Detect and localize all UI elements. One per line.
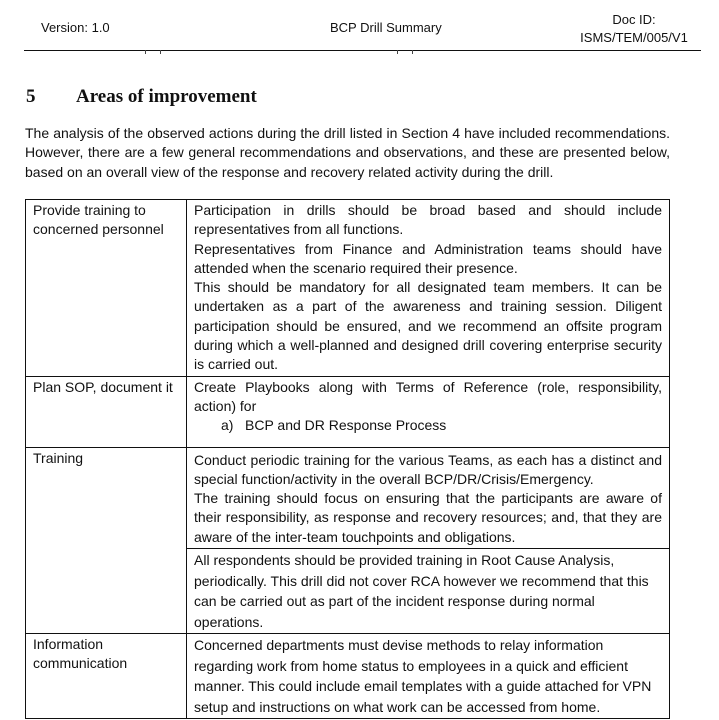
recommendation-cell: [187, 200, 670, 377]
recommendation-text: Concerned departments must devise methods to relay information regarding work from home status to employees in a quick and efficient manner. This could include email templates with a guide attached for VPN setup and instructions on what work can be accessed from home.: [194, 637, 652, 715]
list-item-text: BCP and DR Response Process: [245, 417, 447, 434]
table-row: [26, 200, 670, 377]
area-cell: Information communication: [26, 634, 187, 719]
area-cell: Provide training to concerned personnel: [26, 200, 187, 377]
header-divider-tick: [160, 50, 161, 54]
recommendation-cell: [187, 549, 670, 634]
recommendation-text: Participation in drills should be broad based and should include representatives from all functions.: [194, 202, 662, 238]
version-label: Version: 1.0: [41, 20, 110, 35]
doc-id-value: ISMS/TEM/005/V1: [580, 30, 688, 45]
intro-paragraph: The analysis of the observed actions during the drill listed in Section 4 have included recommendations. However, there are a few general recommendations and observations, and these are presented below, based on an overall view of the response and recovery related activity during the drill.: [25, 125, 670, 180]
doc-id-label: Doc ID:: [612, 12, 656, 27]
doc-id: [574, 11, 694, 47]
table-row: [26, 447, 670, 548]
area-cell: Training: [26, 447, 187, 633]
section-title: Areas of improvement: [76, 86, 257, 107]
header-divider: [24, 50, 701, 51]
list-marker: a): [221, 417, 234, 434]
recommendation-text: Representatives from Finance and Administration teams should have attended when the scenario required their presence.: [194, 240, 662, 276]
improvement-table: [25, 199, 670, 719]
table-row: [26, 376, 670, 447]
recommendation-cell: [187, 634, 670, 719]
section-heading: [26, 86, 257, 108]
recommendation-text: Create Playbooks along with Terms of Reference (role, responsibility, action) for: [194, 378, 662, 414]
header-divider-tick: [412, 50, 413, 54]
page-header: [0, 0, 719, 56]
area-cell: Plan SOP, document it: [26, 376, 187, 447]
header-divider-tick: [397, 50, 398, 54]
recommendation-cell: [187, 447, 670, 548]
section-number: 5: [26, 86, 36, 107]
recommendation-text: All respondents should be provided training in Root Cause Analysis, periodically. This drill did not cover RCA however we recommend that this can be carried out as part of the incident response during normal operations.: [194, 552, 649, 630]
recommendation-cell: [187, 376, 670, 447]
recommendation-text: Conduct periodic training for the various Teams, as each has a distinct and special function/activity in the overall BCP/DR/Crisis/Emergency.: [194, 451, 662, 487]
recommendation-text: The training should focus on ensuring that the participants are aware of their responsibility, as response and recovery resources; and, that they are aware of the inter-team touchpoints and obligations.: [194, 490, 662, 545]
header-divider-tick: [145, 50, 146, 54]
recommendation-text: This should be mandatory for all designated team members. It can be undertaken as a part of the awareness and training session. Diligent participation should be ensured, and we recommend an offsite program during which a well-planned and designed drill covering enterprise security is carried out.: [194, 279, 662, 373]
table-row: [26, 634, 670, 719]
document-title: BCP Drill Summary: [330, 20, 442, 35]
list-item: [194, 416, 662, 435]
